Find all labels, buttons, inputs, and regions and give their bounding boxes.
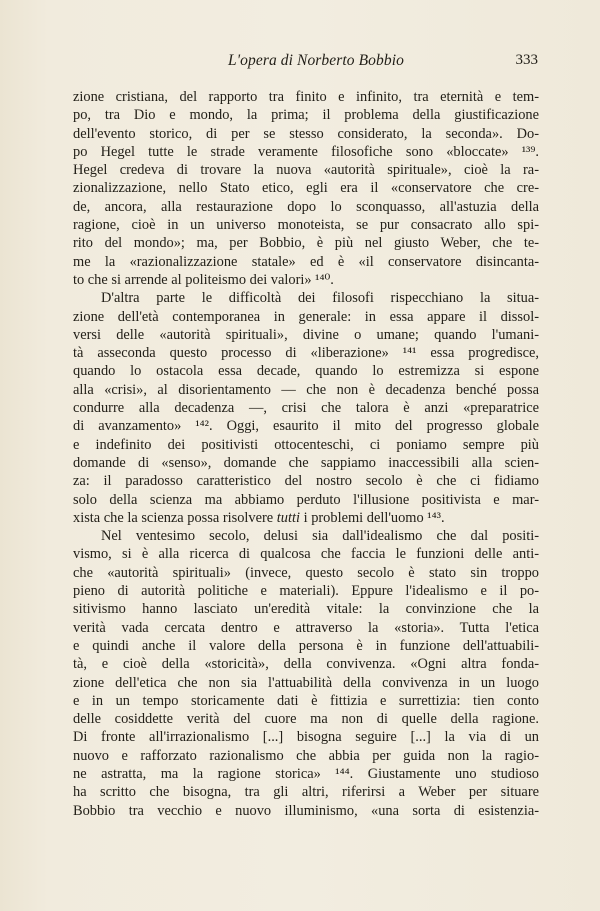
text-line: di avanzamento» ¹⁴². Oggi, esaurito il mito del progresso globale	[73, 418, 539, 435]
text-line: dell'evento storico, di per se stesso considerato, la seconda». Do-	[73, 125, 539, 142]
text-line: e quindi anche il valore della persona è in funzione dell'attuabili-	[73, 637, 539, 654]
text-line: zione dell'età contemporanea in generale: in essa appare il dissol-	[73, 308, 539, 325]
text-line: zione dell'etica che non sia l'attuabilità della convivenza in un luogo	[73, 674, 539, 691]
text-line: Nel ventesimo secolo, delusi sia dall'idealismo che dal positi-	[101, 528, 539, 545]
text-line: de, ancora, alla restaurazione dopo lo sconquasso, all'astuzia della	[73, 198, 539, 215]
text-line: che «autorità spirituali» (invece, questo secolo è stato sin troppo	[73, 564, 539, 581]
text-line: Di fronte all'irrazionalismo [...] bisogna seguire [...] la via di un	[73, 729, 539, 746]
text-line: zione cristiana, del rapporto tra finito e infinito, tra eternità e tem-	[73, 89, 539, 105]
text-line: zionalizzazione, nello Stato etico, egli era il «conservatore che cre-	[73, 180, 539, 197]
text-line: e indefinito dei positivisti ottocenteschi, ci poniamo sempre più	[73, 436, 539, 453]
text-line: D'altra parte le difficoltà dei filosofi rispecchiano la situa-	[101, 290, 539, 307]
text-line: xista che la scienza possa risolvere tutti i problemi dell'uomo ¹⁴³.	[73, 509, 445, 526]
text-line: quando lo ostacola essa decade, quando lo estremizza si espone	[73, 363, 539, 380]
text-line: po Hegel tutte le strade veramente filosofiche sono «bloccate» ¹³⁹.	[73, 143, 539, 160]
text-line: versi delle «autorità spirituali», divine o umane; quando l'umani-	[73, 326, 539, 343]
text-line: vismo, si è alla ricerca di qualcosa che faccia le funzioni delle anti-	[73, 546, 539, 563]
running-head-title: L'opera di Norberto Bobbio	[228, 52, 404, 69]
text-line: Bobbio tra vecchio e nuovo illuminismo, «una sorta di esistenzia-	[73, 802, 539, 819]
text-line: domande di «senso», domande che sappiamo inaccessibili alla scien-	[73, 454, 539, 471]
text-line: ne astratta, ma la ragione storica» ¹⁴⁴. Giustamente uno studioso	[73, 765, 539, 782]
text-line: solo della scienza ma abbiamo perduto l'illusione positivista e mar-	[73, 491, 539, 508]
text-line: e in un tempo storicamente dati è fittizia e surrettizia: tien conto	[73, 692, 539, 709]
text-line: alla «crisi», al disorientamento — che non è decadenza benché possa	[73, 381, 539, 398]
text-line: za: il paradosso caratteristico del nostro secolo è che ci fidiamo	[73, 473, 539, 490]
text-line: ha scritto che bisogna, tra gli altri, riferirsi a Weber per situare	[73, 784, 539, 801]
text-line: po, tra Dio e mondo, la prima; il problema della giustificazione	[73, 107, 539, 124]
text-line: ragione, cioè in un universo monoteista, se pur consacrato allo spi-	[73, 217, 539, 234]
text-line: tà, e cioè della «storicità», della convivenza. «Ogni altra fonda-	[73, 656, 539, 673]
text-line: nuovo e rafforzato razionalismo che abbia per guida non la ragio-	[73, 747, 539, 764]
text-line: condurre alla decadenza —, crisi che talora è anzi «preparatrice	[73, 400, 539, 417]
text-line: pieno di autorità politiche e materiali). Eppure l'idealismo e il po-	[73, 583, 539, 600]
text-line: sitivismo hanno lasciato un'eredità vitale: la convinzione che la	[73, 601, 539, 618]
text-line: rito del mondo»; ma, per Bobbio, è più nel giusto Weber, che te-	[73, 235, 539, 252]
text-line: me la «razionalizzazione statale» ed è «il conservatore disincanta-	[73, 253, 539, 270]
text-line: tà asseconda questo processo di «liberazione» ¹⁴¹ essa progredisce,	[73, 345, 539, 362]
body-text	[73, 88, 539, 820]
text-line: Hegel credeva di trovare la nuova «autorità spirituale», cioè la ra-	[73, 162, 539, 179]
text-line: delle cosiddette verità del cuore ma non di quelle della ragione.	[73, 711, 539, 728]
running-head	[0, 52, 600, 76]
page-number: 333	[515, 52, 538, 68]
text-line: to che si arrende al politeismo dei valori» ¹⁴⁰.	[73, 271, 334, 288]
text-line: verità vada cercata dentro e attraverso la «storia». Tutta l'etica	[73, 619, 539, 636]
